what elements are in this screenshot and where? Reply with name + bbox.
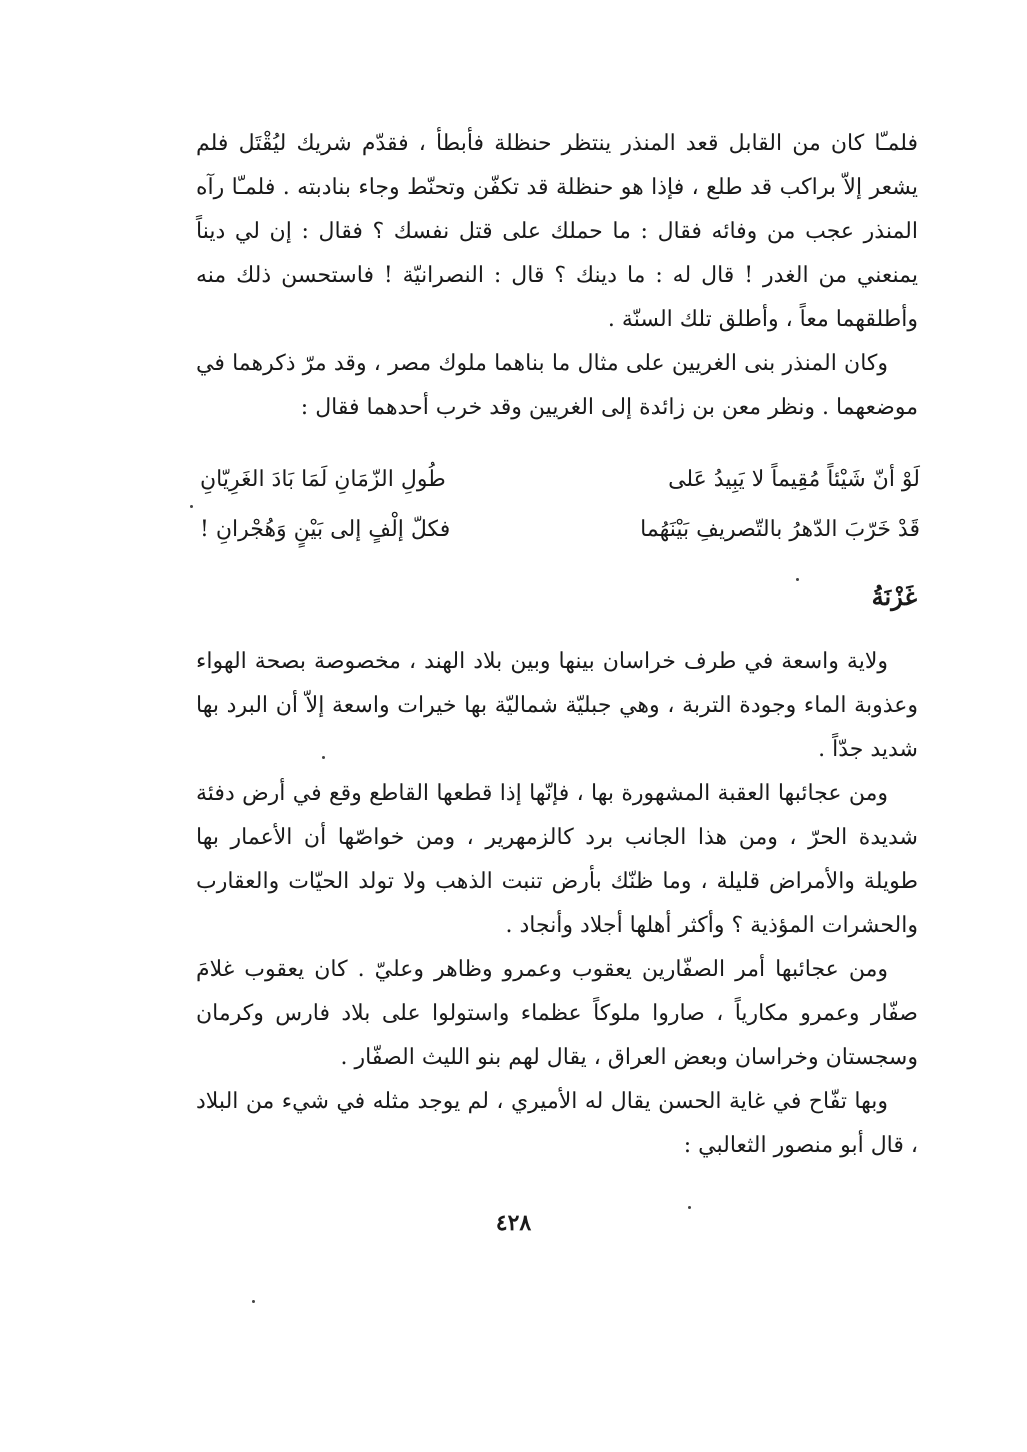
verse-block: [200, 455, 920, 555]
paragraph: فلمـّا كان من القابل قعد المنذر ينتظر حنظلة فأبطأ ، فقدّم شريك ليُقْتَل فلم يشعر إلاّ براكب قد طلع ، فإذا هو حنظلة قد تكفّن وتحنّط وجاء بنادبته . فلمـّا رآه المنذر عجب من وفائه فقال : ما حملك على قتل نفسك ؟ فقال : إن لي ديناً يمنعني من الغدر ! قال له : ما دينك ؟ قال : النصرانيّة ! فاستحسن ذلك منه وأطلقهما معاً ، وأطلق تلك السنّة .: [196, 131, 918, 332]
top-text-block: [196, 122, 918, 430]
verse-line: [200, 455, 920, 505]
scan-speck: [796, 578, 799, 581]
verse-first-hemistich: قَدْ خَرّبَ الدّهرُ بالتّصريفِ بَيْنَهُما: [640, 517, 920, 542]
paragraph: ولاية واسعة في طرف خراسان بينها وبين بلاد الهند ، مخصوصة بصحة الهواء وعذوبة الماء وجودة التربة ، وهي جبليّة شماليّة بها خيرات واسعة إلاّ أن البرد بها شديد جدّاً .: [196, 649, 918, 762]
scan-speck: [190, 505, 193, 508]
page-number: ٤٢٨: [495, 1210, 532, 1236]
verse-second-hemistich: طُولِ الزّمَانِ لَمَا بَادَ الغَرِيّانِ: [200, 467, 446, 492]
verse-line: [200, 505, 920, 555]
scan-speck: [322, 756, 325, 759]
bottom-text-block: [196, 640, 918, 1168]
verse-first-hemistich: لَوْ أنّ شَيْئاً مُقِيماً لا يَبِيدُ عَلى: [668, 467, 920, 492]
paragraph: ومن عجائبها أمر الصفّارين يعقوب وعمرو وظاهر وعليّ . كان يعقوب غلامَ صفّار وعمرو مكارياً ، صاروا ملوكاً عظماء واستولوا على بلاد فارس وكرمان وسجستان وخراسان وبعض العراق ، يقال لهم بنو الليث الصفّار .: [196, 957, 918, 1070]
paragraph: ومن عجائبها العقبة المشهورة بها ، فإنّها إذا قطعها القاطع وقع في أرض دفئة شديدة الحرّ ، ومن هذا الجانب برد كالزمهرير ، ومن خواصّها أن الأعمار بها طويلة والأمراض قليلة ، وما ظنّك بأرض تنبت الذهب ولا تولد الحيّات والعقارب والحشرات المؤذية ؟ وأكثر أهلها أجلاد وأنجاد .: [196, 781, 918, 938]
section-heading: غَزْنَةُ: [871, 582, 917, 611]
paragraph: وبها تفّاح في غاية الحسن يقال له الأميري ، لم يوجد مثله في شيء من البلاد ، قال أبو منصور الثعالبي :: [196, 1089, 918, 1158]
scan-speck: [252, 1300, 255, 1303]
paragraph: وكان المنذر بنى الغريين على مثال ما بناهما ملوك مصر ، وقد مرّ ذكرهما في موضعهما . ونظر معن بن زائدة إلى الغريين وقد خرب أحدهما فقال :: [196, 351, 918, 420]
scan-speck: [688, 1206, 691, 1209]
verse-second-hemistich: فكلّ إلْفٍ إلى بَيْنٍ وَهُجْرانِ !: [200, 517, 451, 542]
